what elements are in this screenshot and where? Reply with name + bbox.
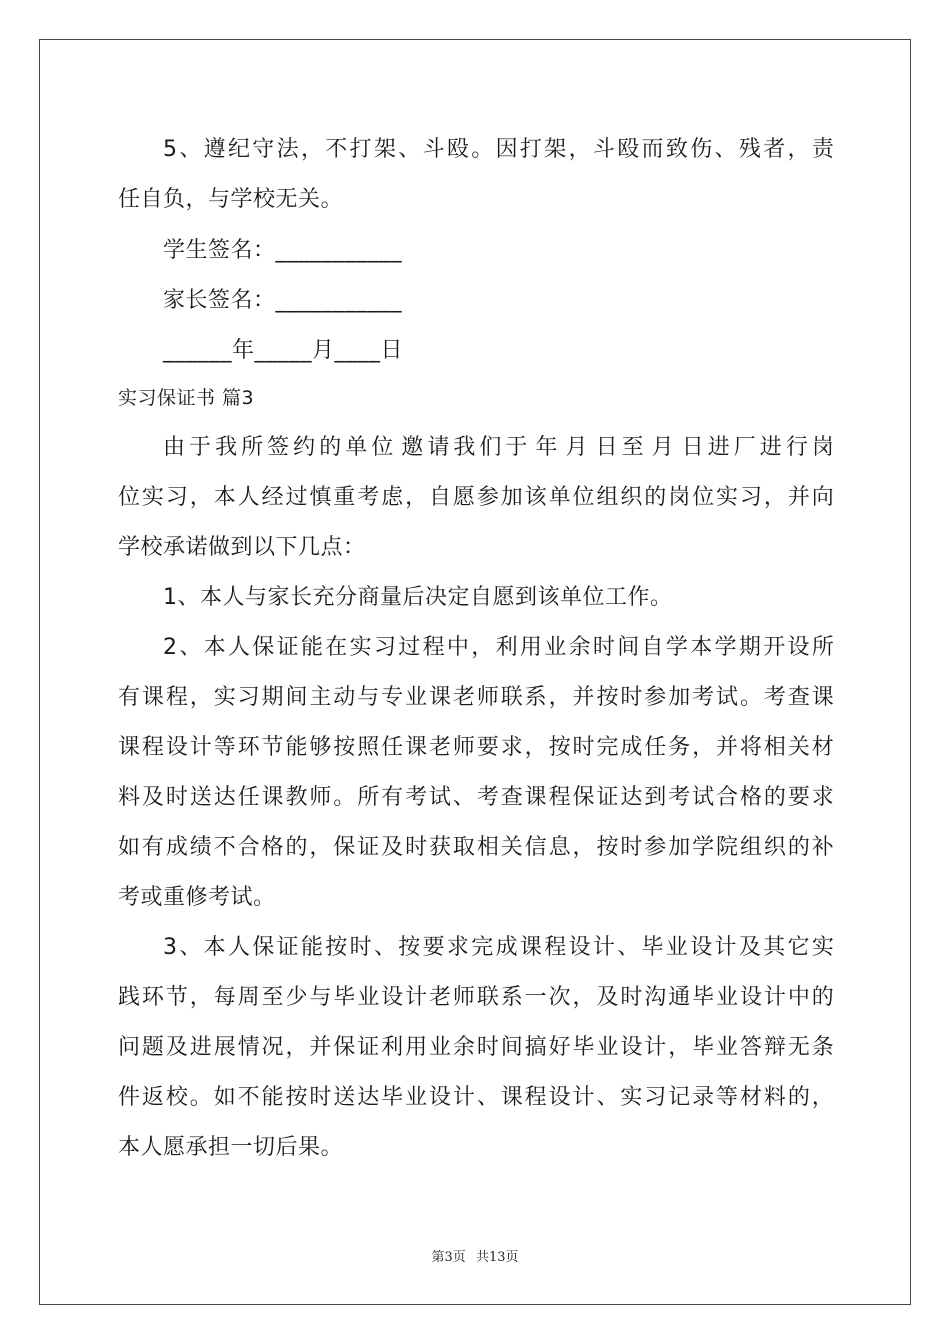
paragraph-line: 任自负，与学校无关。 (118, 187, 344, 212)
paragraph-line: 践 环 节 ， 每 周 至 少 与 毕 业 设 计 老 师 联 系 一 次 ， 及 时 沟 通 毕 业 设 计 中 的 (118, 985, 834, 1010)
page-footer (0, 1246, 950, 1265)
paragraph-line: 件 返 校 。 如 不 能 按 时 送 达 毕 业 设 计 、 课 程 设 计 、 实 习 记 录 等 材 料 的 ， (118, 1085, 834, 1110)
paragraph-line: 学校承诺做到以下几点： (118, 535, 366, 560)
date-line: ______年_____月____日 (163, 338, 404, 363)
section-heading: 实习保证书 篇3 (118, 387, 255, 409)
paragraph-line: 课 程 设 计 等 环 节 能 够 按 照 任 课 老 师 要 求 ， 按 时 完 成 任 务 ， 并 将 相 关 材 (118, 735, 834, 760)
paragraph-line: 有 课 程 ， 实 习 期 间 主 动 与 专 业 课 老 师 联 系 ， 并 按 时 参 加 考 试 。 考 查 课 (118, 685, 834, 710)
paragraph-line: 如 有 成 绩 不 合 格 的 ， 保 证 及 时 获 取 相 关 信 息 ， 按 时 参 加 学 院 组 织 的 补 (118, 835, 834, 860)
paragraph-line: 2 、 本 人 保 证 能 在 实 习 过 程 中 ， 利 用 业 余 时 间 自 学 本 学 期 开 设 所 (163, 635, 834, 660)
paragraph-line: 本人愿承担一切后果。 (118, 1135, 344, 1160)
page-total: 共13页 (475, 1250, 519, 1265)
student-signature-line: 学生签名：___________ (163, 238, 403, 263)
paragraph-line: 由 于 我 所 签 约 的 单 位 邀 请 我 们 于 年 月 日 至 月 日 进 厂 进 行 岗 (163, 435, 834, 460)
page-frame (39, 39, 911, 1305)
paragraph-line: 料 及 时 送 达 任 课 教 师 。 所 有 考 试 、 考 查 课 程 保 证 达 到 考 试 合 格 的 要 求 (118, 785, 834, 810)
parent-signature-line: 家长签名：___________ (163, 288, 403, 313)
paragraph-line: 1、本人与家长充分商量后决定自愿到该单位工作。 (163, 585, 673, 610)
paragraph-line: 位 实 习 ， 本 人 经 过 慎 重 考 虑 ， 自 愿 参 加 该 单 位 组 织 的 岗 位 实 习 ， 并 向 (118, 485, 834, 510)
page-number: 第3页 (431, 1250, 466, 1265)
paragraph-line: 3 、 本 人 保 证 能 按 时 、 按 要 求 完 成 课 程 设 计 、 毕 业 设 计 及 其 它 实 (163, 935, 834, 960)
paragraph-line: 问 题 及 进 展 情 况 ， 并 保 证 利 用 业 余 时 间 搞 好 毕 业 设 计 ， 毕 业 答 辩 无 条 (118, 1035, 834, 1060)
paragraph-line: 5 、 遵 纪 守 法 ， 不 打 架 、 斗 殴 。 因 打 架 ， 斗 殴 而 致 伤 、 残 者 ， 责 (163, 137, 834, 162)
paragraph-line: 考或重修考试。 (118, 885, 276, 910)
